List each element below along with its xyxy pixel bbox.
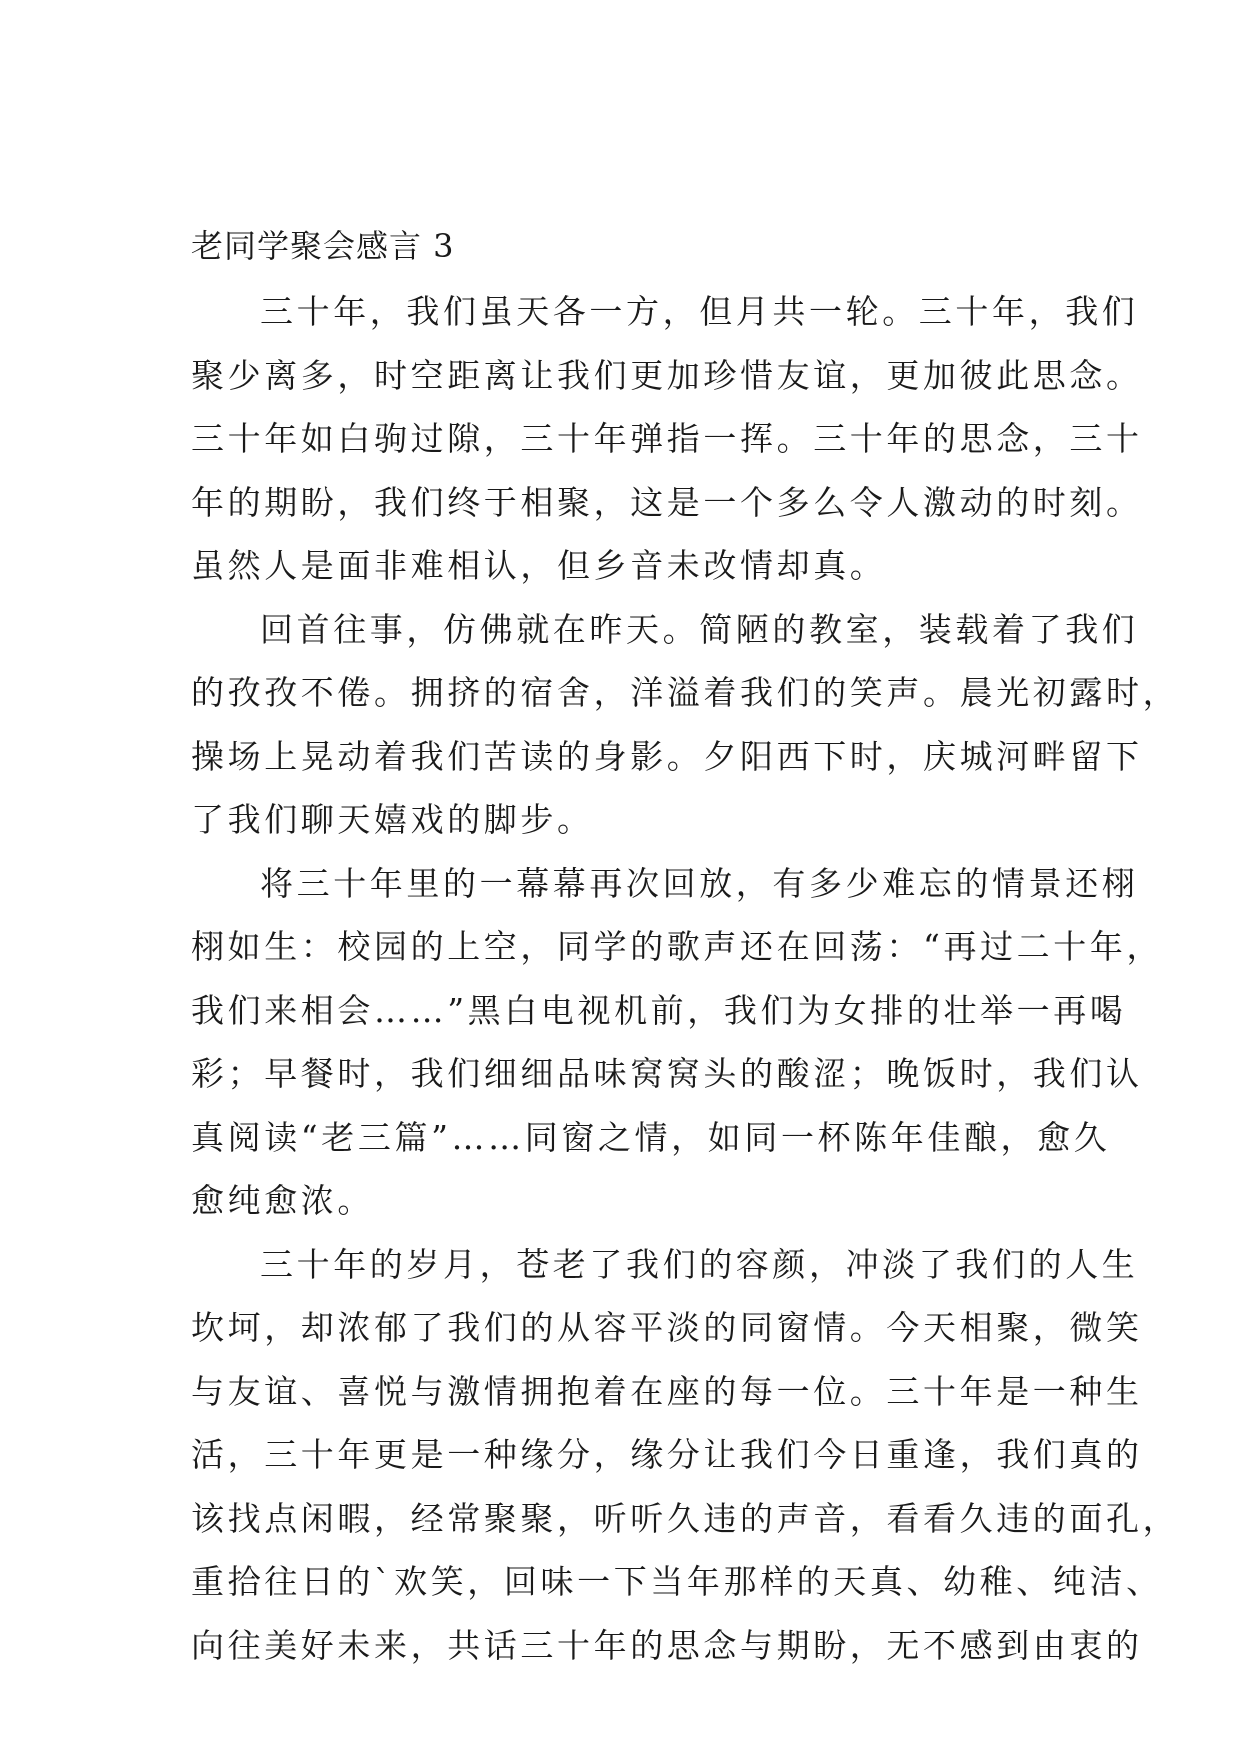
text-line: 与友谊、喜悦与激情拥抱着在座的每一位。三十年是一种生	[191, 1371, 1143, 1411]
document-body	[191, 280, 1180, 1677]
text-line: 操场上晃动着我们苦读的身影。夕阳西下时，庆城河畔留下	[191, 736, 1143, 776]
text-line: 重拾往日的`欢笑，回味一下当年那样的天真、幼稚、纯洁、	[191, 1562, 1163, 1601]
paragraph-2	[191, 598, 1180, 852]
paragraph-3	[191, 852, 1164, 1233]
text-line: 我们来相会……”黑白电视机前，我们为女排的壮举一再喝	[191, 990, 1127, 1030]
text-line: 三十年如白驹过隙，三十年弹指一挥。三十年的思念，三十	[191, 419, 1143, 458]
text-line: 三十年的岁月，苍老了我们的容颜，冲淡了我们的人生	[260, 1244, 1139, 1284]
text-line: 将三十年里的一幕幕再次回放，有多少难忘的情景还栩	[260, 863, 1139, 903]
text-line: 愈纯愈浓。	[191, 1181, 374, 1220]
text-line: 活，三十年更是一种缘分，缘分让我们今日重逢，我们真的	[191, 1435, 1143, 1474]
text-line: 向往美好未来，共话三十年的思念与期盼，无不感到由衷的	[191, 1625, 1143, 1665]
text-line: 聚少离多，时空距离让我们更加珍惜友谊，更加彼此思念。	[191, 355, 1143, 395]
text-line: 回首往事，仿佛就在昨天。简陋的教室，装载着了我们	[260, 609, 1139, 649]
text-line: 彩；早餐时，我们细细品味窝窝头的酸涩；晚饭时，我们认	[191, 1054, 1143, 1093]
text-line: 栩如生：校园的上空，同学的歌声还在回荡：“再过二十年，	[191, 927, 1164, 966]
text-line: 该找点闲暇，经常聚聚，听听久违的声音，看看久违的面孔，	[191, 1498, 1180, 1538]
paragraph-1	[191, 280, 1143, 598]
text-line: 了我们聊天嬉戏的脚步。	[191, 800, 594, 839]
text-line: 虽然人是面非难相认，但乡音未改情却真。	[191, 546, 887, 585]
text-line: 年的期盼，我们终于相聚，这是一个多么令人激动的时刻。	[191, 482, 1143, 522]
paragraph-4	[191, 1233, 1180, 1678]
text-line: 三十年，我们虽天各一方，但月共一轮。三十年，我们	[260, 292, 1139, 331]
document-title: 老同学聚会感言 3	[191, 227, 455, 265]
text-line: 的孜孜不倦。拥挤的宿舍，洋溢着我们的笑声。晨光初露时，	[191, 673, 1180, 712]
text-line: 真阅读“老三篇”……同窗之情，如同一杯陈年佳酿，愈久	[191, 1117, 1111, 1157]
text-line: 坎坷，却浓郁了我们的从容平淡的同窗情。今天相聚，微笑	[191, 1308, 1143, 1347]
